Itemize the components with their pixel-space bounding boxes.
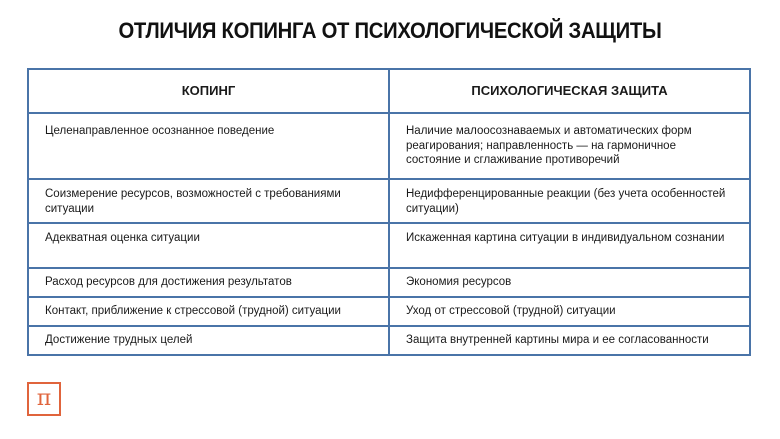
table-header-row [28,69,750,113]
table-row [28,113,750,179]
table-cell: Достижение трудных целей [28,326,389,355]
page-title: ОТЛИЧИЯ КОПИНГА ОТ ПСИХОЛОГИЧЕСКОЙ ЗАЩИТЫ [118,18,662,43]
table-cell: Контакт, приближение к стрессовой (трудной) ситуации [28,297,389,326]
table-cell: Расход ресурсов для достижения результатов [28,268,389,297]
table-cell: Соизмерение ресурсов, возможностей с требованиями ситуации [28,179,389,223]
table-cell: Уход от стрессовой (трудной) ситуации [389,297,750,326]
table-row [28,179,750,223]
comparison-table [27,68,751,356]
table-cell: Адекватная оценка ситуации [28,223,389,268]
table-cell: Недифференцированные реакции (без учета особенностей ситуации) [389,179,750,223]
table-row [28,326,750,355]
table-row [28,223,750,268]
table-cell: Защита внутренней картины мира и ее согласованности [389,326,750,355]
pi-logo-icon: π [27,382,61,416]
table-row [28,268,750,297]
header-coping: КОПИНГ [28,69,389,113]
table-cell: Наличие малоосознаваемых и автоматических форм реагирования; направленность — на гармоничное состояние и сглаживание противоречий [389,113,750,179]
table-cell: Искаженная картина ситуации в индивидуальном сознании [389,223,750,268]
table-row [28,297,750,326]
table-cell: Экономия ресурсов [389,268,750,297]
table-cell: Целенаправленное осознанное поведение [28,113,389,179]
header-psych-defense: ПСИХОЛОГИЧЕСКАЯ ЗАЩИТА [389,69,750,113]
